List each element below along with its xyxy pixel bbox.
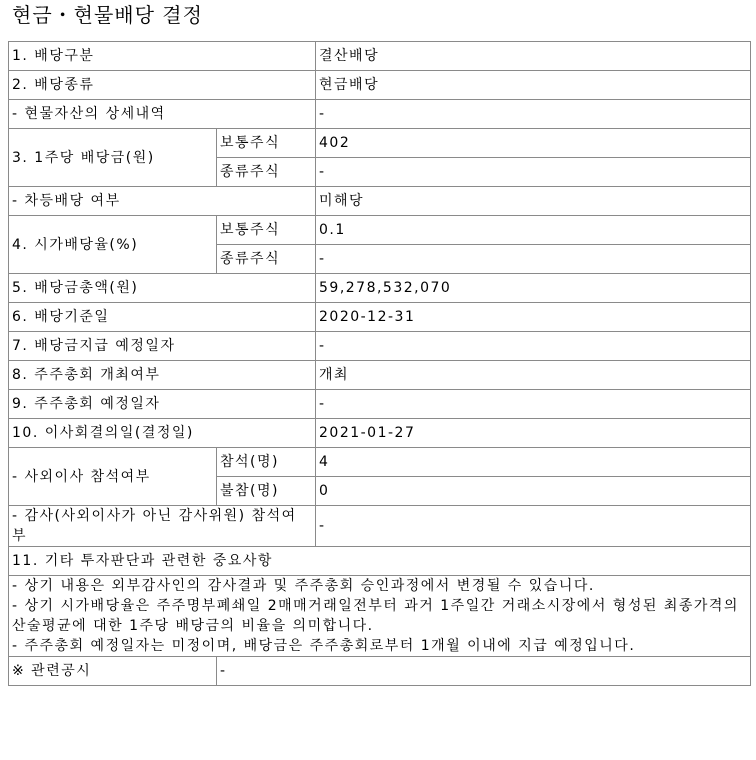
page-title: 현금・현물배당 결정 xyxy=(12,3,203,27)
note-item: - 주주총회 예정일자는 미정이며, 배당금은 주주총회로부터 1개월 이내에 지급 예정입니다. xyxy=(12,638,636,654)
row-value: - xyxy=(316,158,751,187)
row-value: 0 xyxy=(316,477,751,506)
row-value: - xyxy=(316,390,751,419)
row-label: - 현물자산의 상세내역 xyxy=(9,100,316,129)
table-row xyxy=(9,361,751,390)
table-row xyxy=(9,332,751,361)
note-item: - 상기 시가배당율은 주주명부폐쇄일 2매매거래일전부터 과거 1주일간 거래소시장에서 형성된 최종가격의 산술평균에 대한 1주당 배당금의 비율을 의미합니다. xyxy=(12,598,739,634)
row-value: - xyxy=(316,332,751,361)
row-sublabel: 불참(명) xyxy=(217,477,316,506)
section-heading: 11. 기타 투자판단과 관련한 중요사항 xyxy=(9,547,751,576)
row-label: 8. 주주총회 개최여부 xyxy=(9,361,316,390)
row-label: - 사외이사 참석여부 xyxy=(9,448,217,506)
row-value: 402 xyxy=(316,129,751,158)
row-label: - 차등배당 여부 xyxy=(9,187,316,216)
row-sublabel: 보통주식 xyxy=(217,129,316,158)
table-row xyxy=(9,274,751,303)
row-value: 2020-12-31 xyxy=(316,303,751,332)
table-row xyxy=(9,187,751,216)
table-row xyxy=(9,576,751,657)
table-row xyxy=(9,42,751,71)
row-sublabel: 종류주식 xyxy=(217,245,316,274)
row-value: 4 xyxy=(316,448,751,477)
row-value: 현금배당 xyxy=(316,71,751,100)
table-row xyxy=(9,506,751,547)
note-item: - 상기 내용은 외부감사인의 감사결과 및 주주총회 승인과정에서 변경될 수 있습니다. xyxy=(12,578,595,594)
row-label: - 감사(사외이사가 아닌 감사위원) 참석여부 xyxy=(9,506,316,547)
row-label: 2. 배당종류 xyxy=(9,71,316,100)
row-value: 결산배당 xyxy=(316,42,751,71)
table-row xyxy=(9,100,751,129)
table-row xyxy=(9,216,751,245)
table-row xyxy=(9,657,751,686)
table-row xyxy=(9,129,751,158)
notes-cell xyxy=(9,576,751,657)
row-label: ※ 관련공시 xyxy=(9,657,217,686)
row-label: 5. 배당금총액(원) xyxy=(9,274,316,303)
table-row xyxy=(9,419,751,448)
row-label: 9. 주주총회 예정일자 xyxy=(9,390,316,419)
row-label: 1. 배당구분 xyxy=(9,42,316,71)
table-row xyxy=(9,547,751,576)
row-value: 59,278,532,070 xyxy=(316,274,751,303)
table-row xyxy=(9,390,751,419)
table-row xyxy=(9,448,751,477)
row-value: 개최 xyxy=(316,361,751,390)
row-value: 0.1 xyxy=(316,216,751,245)
table-row xyxy=(9,71,751,100)
row-value: - xyxy=(316,245,751,274)
row-label: 4. 시가배당율(%) xyxy=(9,216,217,274)
row-sublabel: 보통주식 xyxy=(217,216,316,245)
row-sublabel: 종류주식 xyxy=(217,158,316,187)
row-label: 10. 이사회결의일(결정일) xyxy=(9,419,316,448)
disclosure-table xyxy=(8,41,751,686)
table-row xyxy=(9,303,751,332)
row-value: - xyxy=(217,657,751,686)
row-value: 2021-01-27 xyxy=(316,419,751,448)
row-label: 7. 배당금지급 예정일자 xyxy=(9,332,316,361)
row-value: - xyxy=(316,506,751,547)
row-value: - xyxy=(316,100,751,129)
row-sublabel: 참석(명) xyxy=(217,448,316,477)
row-label: 6. 배당기준일 xyxy=(9,303,316,332)
row-label: 3. 1주당 배당금(원) xyxy=(9,129,217,187)
row-value: 미해당 xyxy=(316,187,751,216)
